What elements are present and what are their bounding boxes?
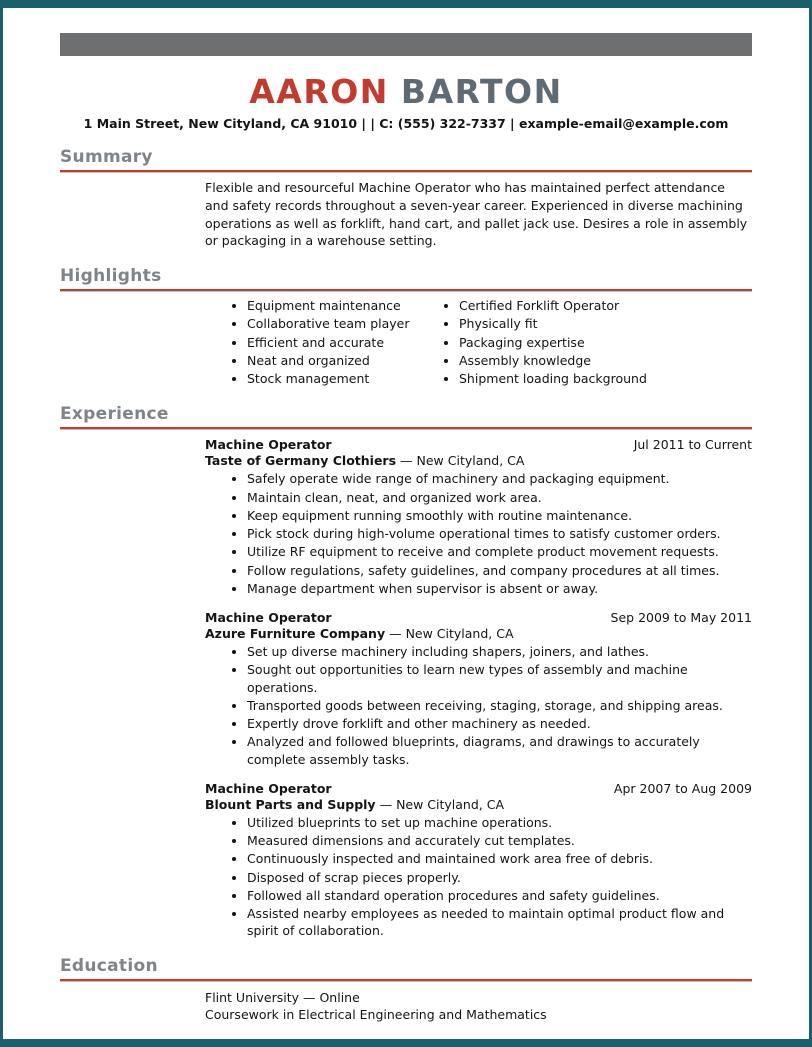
- job-entry: [205, 610, 752, 768]
- summary-heading: Summary: [60, 147, 153, 167]
- highlight-item: • Shipment loading background: [459, 370, 647, 387]
- candidate-first-name: AARON: [249, 72, 389, 111]
- summary-text: Flexible and resourceful Machine Operator who has maintained perfect attendance and safety records throughout a seven-year career. Experienced in diverse machining operations as well as forklift, hand cart, and pallet jack use. Desires a role in assembly or packaging in a warehouse setting.: [205, 180, 748, 249]
- company-location-separator: —: [389, 626, 402, 641]
- section-rule: [60, 170, 752, 172]
- experience-heading: Experience: [60, 404, 169, 425]
- job-dates: Jul 2011 to Current: [633, 437, 752, 453]
- section-education: [60, 956, 752, 1025]
- highlight-item: • Collaborative team player: [247, 315, 417, 332]
- job-bullet: • Disposed of scrap pieces properly.: [247, 869, 748, 886]
- job-bullet: • Continuously inspected and maintained work area free of debris.: [247, 850, 748, 867]
- highlights-left-column: [205, 297, 417, 388]
- education-entry: [205, 989, 752, 1025]
- section-rule: [60, 289, 752, 291]
- job-bullet: • Utilize RF equipment to receive and complete product movement requests.: [247, 543, 748, 560]
- company-location-separator: —: [379, 796, 393, 812]
- highlight-item: • Neat and organized: [247, 352, 417, 369]
- job-bullet-list: [60, 470, 752, 597]
- section-experience: [60, 404, 752, 939]
- job-bullet: • Manage department when supervisor is absent or away.: [247, 580, 748, 597]
- company-location: New Cityland, CA: [396, 796, 505, 812]
- job-dates: Apr 2007 to Aug 2009: [613, 780, 752, 796]
- job-bullet: • Followed all standard operation procedures and safety guidelines.: [247, 887, 748, 904]
- education-coursework: Coursework in Electrical Engineering and Mathematics: [205, 1007, 547, 1023]
- job-bullet-list: [60, 814, 752, 940]
- job-header: [205, 781, 752, 796]
- company-location: New Cityland, CA: [405, 626, 514, 641]
- job-bullet: • Keep equipment running smoothly with routine maintenance.: [247, 507, 748, 524]
- job-bullet: • Pick stock during high-volume operational times to satisfy customer orders.: [247, 525, 748, 542]
- contact-line: 1 Main Street, New Cityland, CA 91010 | | C: (555) 322-7337 | example-email@example.com: [83, 116, 729, 131]
- job-dates: Sep 2009 to May 2011: [610, 610, 752, 625]
- highlight-item: • Efficient and accurate: [247, 334, 417, 351]
- education-school: Flint University: [205, 989, 299, 1005]
- company-location-separator: —: [400, 453, 413, 469]
- job-title: Machine Operator: [205, 610, 332, 625]
- highlight-item: • Equipment maintenance: [247, 297, 417, 314]
- job-header: [205, 610, 752, 625]
- section-rule: [60, 979, 752, 981]
- highlights-heading: Highlights: [60, 266, 162, 286]
- job-bullet-list: [60, 643, 752, 768]
- job-company-line: [205, 453, 752, 468]
- job-company-line: [205, 626, 752, 641]
- job-bullet: • Set up diverse machinery including shapers, joiners, and lathes.: [247, 643, 748, 660]
- job-entry: [205, 781, 752, 940]
- highlight-item: • Stock management: [247, 370, 417, 387]
- job-bullet: • Expertly drove forklift and other machinery as needed.: [247, 715, 748, 732]
- highlight-item: • Physically fit: [459, 315, 647, 332]
- job-bullet: • Analyzed and followed blueprints, diagrams, and drawings to accurately complete assembly tasks.: [247, 733, 748, 768]
- company-name: Taste of Germany Clothiers: [205, 453, 397, 469]
- company-name: Azure Furniture Company: [205, 626, 386, 641]
- job-bullet: • Measured dimensions and accurately cut templates.: [247, 832, 748, 849]
- education-heading: Education: [60, 955, 158, 976]
- highlights-right-column: [417, 297, 647, 388]
- job-bullet: • Safely operate wide range of machinery and packaging equipment.: [247, 470, 748, 487]
- job-bullet: • Assisted nearby employees as needed to maintain optimal product flow and spirit of collaboration.: [247, 905, 748, 940]
- job-bullet: • Utilized blueprints to set up machine operations.: [247, 814, 748, 831]
- job-company-line: [205, 797, 752, 812]
- company-location: New Cityland, CA: [416, 453, 525, 469]
- education-mode: Online: [319, 989, 360, 1005]
- candidate-name: [3, 72, 809, 111]
- highlight-item: • Packaging expertise: [459, 334, 647, 351]
- education-separator: —: [302, 989, 316, 1005]
- education-school-line: [205, 989, 752, 1007]
- highlights-columns: [205, 297, 752, 388]
- job-bullet: • Follow regulations, safety guidelines, and company procedures at all times.: [247, 562, 748, 579]
- company-name: Blount Parts and Supply: [205, 796, 376, 812]
- job-header: [205, 437, 752, 452]
- job-title: Machine Operator: [205, 780, 332, 796]
- job-bullet: • Transported goods between receiving, staging, storage, and shipping areas.: [247, 697, 748, 714]
- highlight-item: • Certified Forklift Operator: [459, 297, 647, 314]
- section-rule: [60, 427, 752, 429]
- header-gray-bar: [60, 33, 752, 56]
- job-bullet: • Maintain clean, neat, and organized work area.: [247, 489, 748, 506]
- section-highlights: [60, 266, 752, 388]
- candidate-last-name: BARTON: [400, 72, 563, 111]
- job-bullet: • Sought out opportunities to learn new types of assembly and machine operations.: [247, 661, 748, 696]
- section-summary: [60, 147, 752, 250]
- job-entry: [205, 437, 752, 597]
- highlight-item: • Assembly knowledge: [459, 352, 647, 369]
- job-title: Machine Operator: [205, 437, 332, 453]
